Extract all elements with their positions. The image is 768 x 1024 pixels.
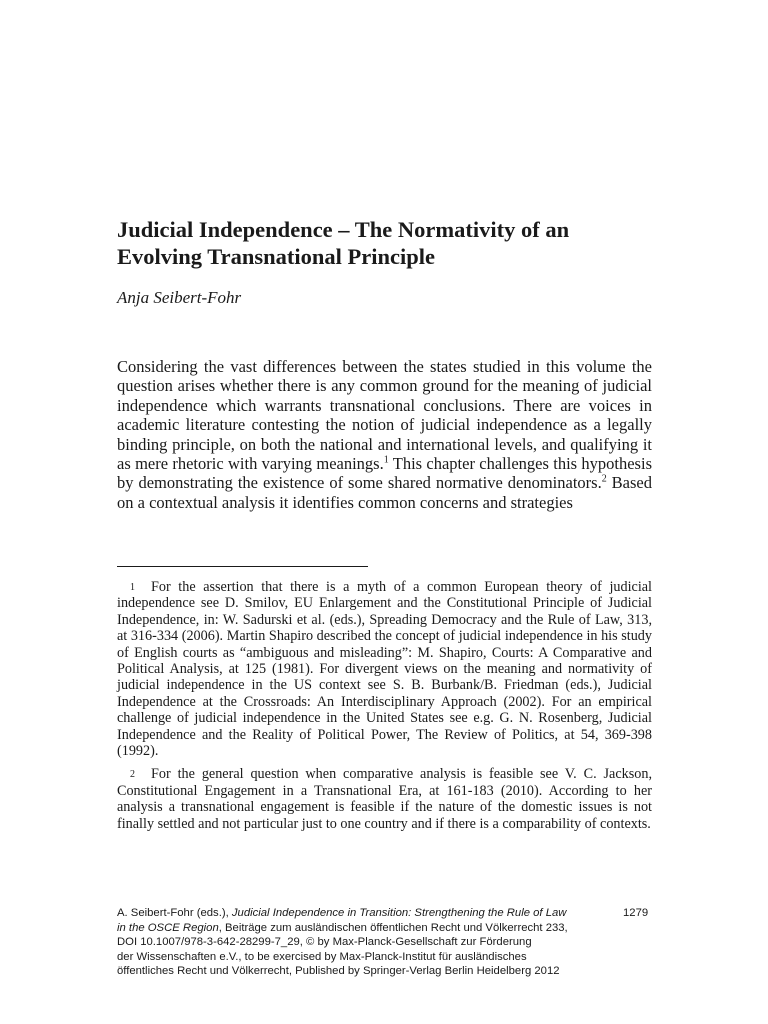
footnote-text: For the general question when comparative analysis is feasible see V. C. Jackson, Constitutional Engagement in a Transnational Era, at 161-183 (2010). According to her analysis a transnational engagement is feasible if the nature of the domestic issues is not finally settled and not particular just to one country and if there is a comparability of contexts. bbox=[117, 766, 652, 832]
body-paragraph bbox=[117, 357, 652, 512]
footnote-number: 2 bbox=[130, 769, 135, 781]
body-text-part-1: Considering the vast differences between the states studied in this volume the question arises whether there is any common ground for the meaning of judicial independence which warrants transnational conclusions. There are voices in academic literature contesting the notion of judicial independence as a legally binding principle, on both the national and international levels, and qualifying it as mere rhetoric with varying meanings. bbox=[117, 357, 652, 474]
footnote-1 bbox=[117, 579, 652, 759]
footnote-divider bbox=[117, 566, 368, 567]
imprint-line-2 bbox=[117, 921, 657, 936]
chapter-title: Judicial Independence – The Normativity of an Evolving Transnational Principle bbox=[117, 217, 570, 269]
imprint-line-4: der Wissenschaften e.V., to be exercised by Max-Planck-Institut für ausländisches bbox=[117, 950, 527, 963]
chapter-author: Anja Seibert-Fohr bbox=[117, 288, 242, 307]
footnote-ref-2[interactable]: 2 bbox=[601, 473, 607, 485]
footnote-2 bbox=[117, 766, 652, 832]
imprint-line-1 bbox=[117, 906, 657, 921]
publication-imprint bbox=[117, 906, 657, 979]
footnote-text: For the assertion that there is a myth of a common European theory of judicial independence see D. Smilov, EU Enlargement and the Constitutional Principle of Judicial Independence, in: W. Sadurski et al. (eds.), Spreading Democracy and the Rule of Law, 313, at 316-334 (2006). Martin Shapiro described the concept of judicial independence in his study of English courts as “ambiguous and misleading”: M. Shapiro, Courts: A Comparative and Political Analysis, at 125 (1981). For divergent views on the meaning and normativity of judicial independence in the US context see S. B. Burbank/B. Friedman (eds.), Judicial Independence at the Crossroads: An Interdisciplinary Approach (2002). For an empirical challenge of judicial independence in the United States see e.g. G. N. Rosenberg, Judicial Independence and the Reality of Political Power, The Review of Politics, at 54, 369-398 (1992). bbox=[117, 579, 652, 760]
imprint-line-5: öffentliches Recht und Völkerrecht, Published by Springer-Verlag Berlin Heidelberg 2012 bbox=[117, 965, 560, 978]
imprint-book-title-cont: in the OSCE Region bbox=[117, 921, 219, 934]
imprint-doi: DOI 10.1007/978-3-642-28299-7_29, © by Max-Planck-Gesellschaft zur Förderung bbox=[117, 936, 532, 949]
footnote-number: 1 bbox=[130, 582, 135, 593]
imprint-book-title: Judicial Independence in Transition: Strengthening the Rule of Law bbox=[231, 907, 567, 919]
footnote-ref-1[interactable]: 1 bbox=[383, 454, 389, 466]
page-number: 1279 bbox=[623, 907, 649, 919]
imprint-series: , Beiträge zum ausländischen öffentlichen Recht und Völkerrecht 233, bbox=[218, 921, 568, 934]
footnotes-section bbox=[117, 579, 652, 839]
body-text-part-3: Based on a contextual analysis it identifies common concerns and strategies bbox=[117, 473, 652, 512]
body-text-part-2: This chapter challenges this hypothesis by demonstrating the existence of some shared normative denominators. bbox=[117, 454, 652, 493]
imprint-editors: A. Seibert-Fohr (eds.), bbox=[117, 907, 232, 919]
